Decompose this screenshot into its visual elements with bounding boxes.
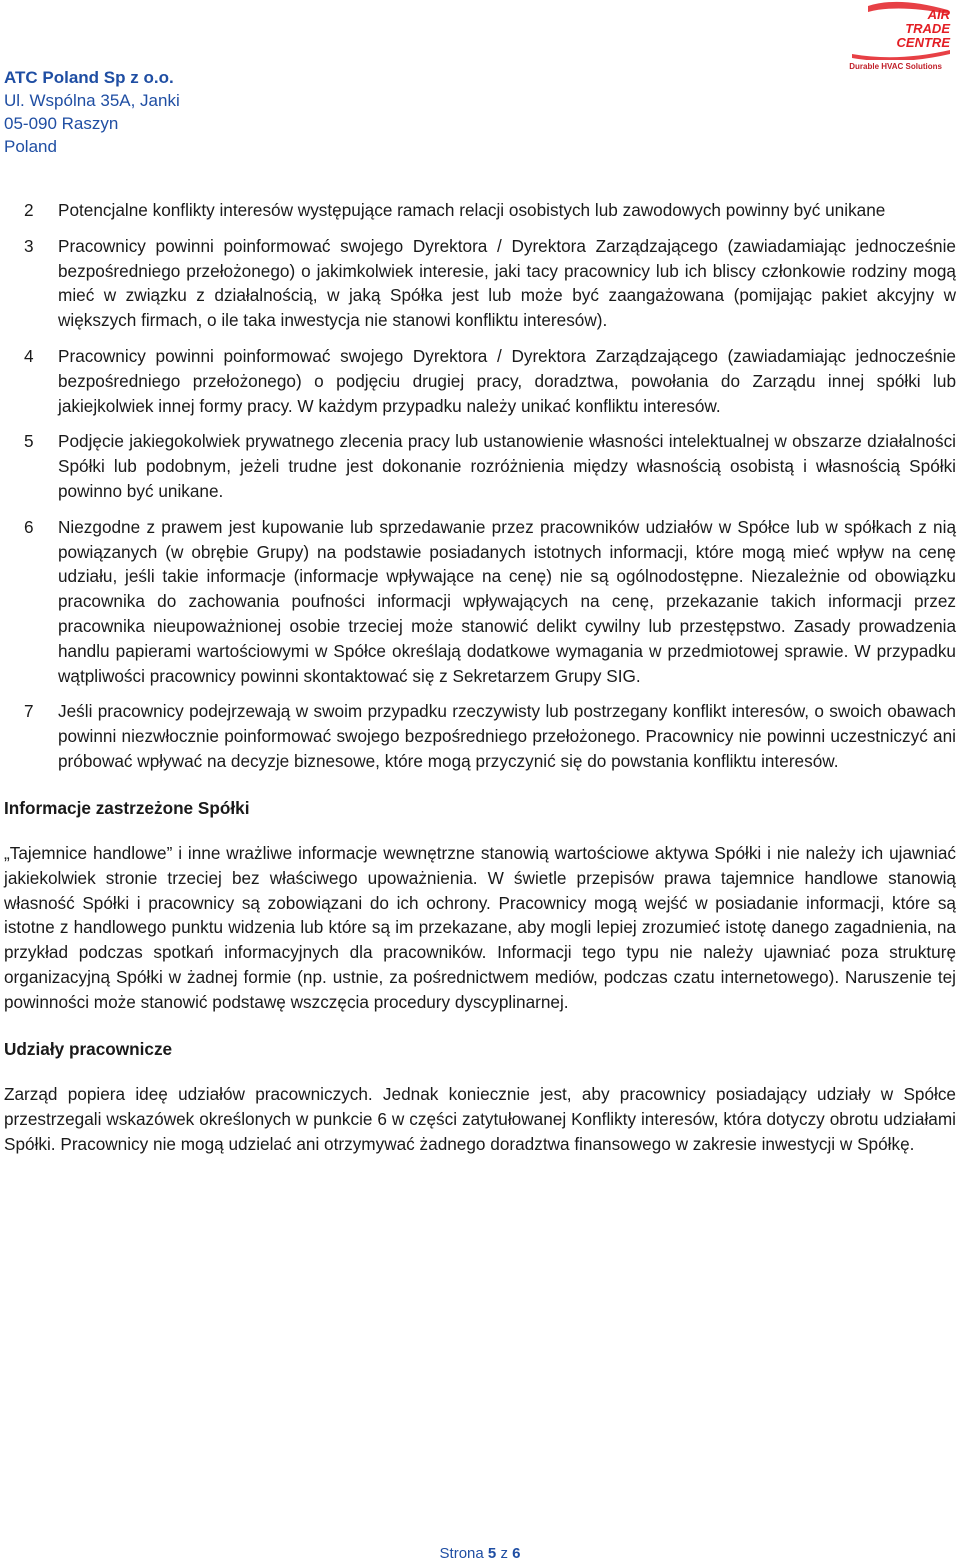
list-item-number: 6 bbox=[24, 516, 34, 537]
list-item bbox=[4, 198, 956, 223]
section-paragraph-employee-shares: Zarząd popiera ideę udziałów pracowniczych. Jednak koniecznie jest, aby pracownicy posiadający udziały w Spółce przestrzegali wskazówek określonych w punkcie 6 w części zatytułowanej Konflikty interesów, która dotyczy obrotu udziałami Spółki. Pracownicy nie mogą udzielać ani otrzymywać żadnego doradztwa finansowego w zakresie inwestycji w Spółkę. bbox=[4, 1084, 956, 1154]
list-item-text: Niezgodne z prawem jest kupowanie lub sprzedawanie przez pracowników udziałów w Spółce lub w spółkach z nią powiązanych (w obrębie Grupy) na podstawie posiadanych istotnych informacji, które mogą mieć wpływ na cenę udziału, jeśli takie informacje (informacje wpływające na cenę) nie są ogólnodostępne. Niezależnie od obowiązku pracownika do zachowania poufności informacji wpływających na cenę, przekazanie takich informacji przez pracownika nieupoważnionej osobie trzeciej może stanowić delikt cywilny lub przestępstwo. Zasady prowadzenia handlu papierami wartościowymi w Spółce określają dodatkowe wymagania w przedmiotowej sprawie. W przypadku wątpliwości pracownicy powinni skontaktować się z Sekretarzem Grupy SIG. bbox=[58, 516, 956, 686]
logo-line-trade: TRADE bbox=[905, 21, 950, 36]
list-item bbox=[4, 429, 956, 503]
list-item bbox=[4, 234, 956, 333]
list-item-text: Podjęcie jakiegokolwiek prywatnego zlecenia pracy lub ustanowienie własności intelektualnej w obszarze działalności Spółki lub podobnym, jeżeli trudne jest dokonanie rozróżnienia między własnością osobistą i własnością Spółki powinno być unikane. bbox=[58, 431, 956, 501]
page-label: Strona bbox=[439, 1545, 484, 1562]
logo-tagline: Durable HVAC Solutions bbox=[849, 62, 942, 71]
list-item-text: Pracownicy powinni poinformować swojego Dyrektora / Dyrektora Zarządzającego (zawiadamiając jednocześnie bezpośredniego przełożonego) o podjęciu drugiej pracy, doradztwa, powołania do Zarządu innej spółki lub jakiejkolwiek innej formy pracy. W każdym przypadku należy unikać konfliktu interesów. bbox=[58, 345, 956, 416]
company-country: Poland bbox=[4, 137, 57, 156]
list-item-text: Pracownicy powinni poinformować swojego Dyrektora / Dyrektora Zarządzającego (zawiadamiając jednocześnie bezpośredniego przełożonego) o jakimkolwiek interesie, jaki tacy pracownicy lub ich bliscy członkowie rodziny mogą mieć w związku z działalnością, w jaką Spółka jest lub może być zaangażowana (pomijając pakiet akcyjny w większych firmach, o ile taka inwestycja nie stanowi konfliktu interesów). bbox=[58, 235, 956, 331]
page-total: 6 bbox=[512, 1545, 521, 1562]
section-paragraph-proprietary-info: „Tajemnice handlowe” i inne wrażliwe informacje wewnętrzne stanowią wartościowe aktywa Spółki i nie należy ich ujawniać jakiekolwiek stronie trzeciej bez właściwego upoważnienia. W świetle przepisów prawa tajemnice handlowe stanowią własność Spółki i pracownicy są zobowiązani do ich ochrony. Pracownicy mogą wejść w posiadanie informacji, które są istotne z handlowego punktu widzenia lub które są im przekazane, aby mogli lepiej zrozumieć istotę danego zagadnienia, na przykład podczas spotkań informacyjnych dla pracowników. Informacji tego typu nie należy ujawniać poza strukturę organizacyjną Spółki w żadnej formie (np. ustnie, za pośrednictwem mediów, podczas czatu internetowego). Naruszenie tej powinności może stanowić podstawę wszczęcia procedury dyscyplinarnej. bbox=[4, 842, 956, 1013]
section-heading-proprietary-info: Informacje zastrzeżone Spółki bbox=[4, 797, 250, 818]
company-name: ATC Poland Sp z o.o. bbox=[4, 68, 174, 87]
list-item-number: 7 bbox=[24, 701, 34, 722]
logo-line-air: AIR bbox=[927, 7, 950, 22]
company-city: 05-090 Raszyn bbox=[4, 114, 119, 133]
company-address bbox=[4, 66, 424, 158]
list-item-number: 4 bbox=[24, 345, 34, 366]
list-item bbox=[4, 699, 956, 773]
page-separator: z bbox=[500, 1545, 508, 1562]
list-item-text: Jeśli pracownicy podejrzewają w swoim przypadku rzeczywisty lub postrzegany konflikt interesów, o swoich obawach powinni niezwłocznie poinformować swojego bezpośredniego przełożonego. Pracownicy nie powinni uczestniczyć ani próbować wpływać na decyzje biznesowe, które mogą przyczynić się do powstania konfliktu interesów. bbox=[58, 701, 956, 771]
list-item bbox=[4, 344, 956, 418]
list-item bbox=[4, 515, 956, 689]
page-number bbox=[0, 1545, 960, 1562]
list-item-text: Potencjalne konflikty interesów występujące ramach relacji osobistych lub zawodowych powinny być unikane bbox=[58, 200, 886, 220]
company-street: Ul. Wspólna 35A, Janki bbox=[4, 91, 180, 110]
page-current: 5 bbox=[487, 1545, 497, 1562]
list-item-number: 3 bbox=[24, 235, 34, 256]
document-body bbox=[4, 198, 956, 1157]
list-item-number: 2 bbox=[24, 200, 34, 220]
list-item-number: 5 bbox=[24, 431, 34, 452]
logo-wordmark bbox=[846, 8, 950, 56]
logo-line-centre: CENTRE bbox=[896, 35, 950, 50]
air-trade-centre-logo bbox=[838, 0, 956, 76]
section-heading-employee-shares: Udziały pracownicze bbox=[4, 1039, 173, 1060]
